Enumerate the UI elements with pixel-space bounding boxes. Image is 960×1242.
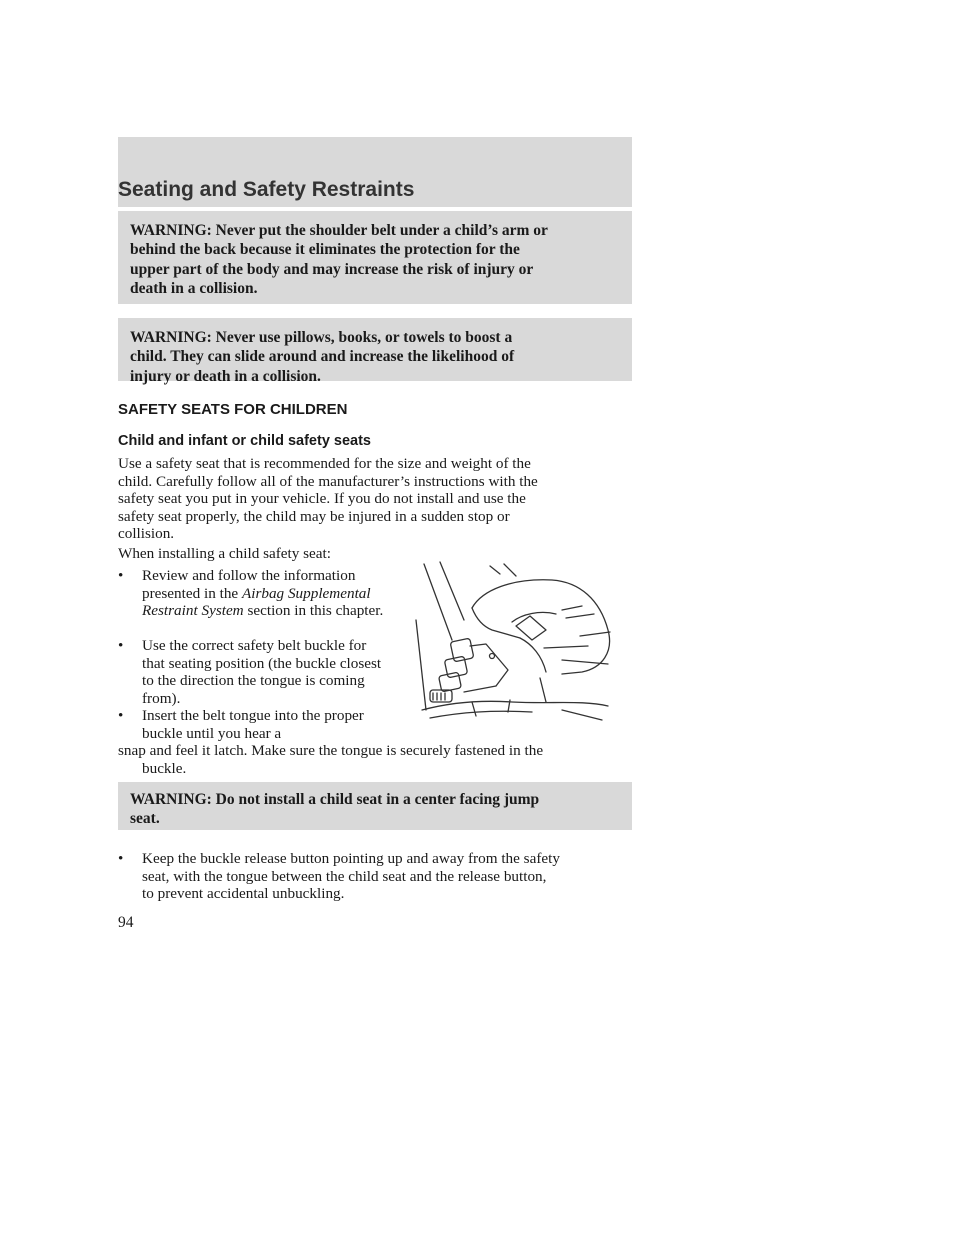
intro-line: child. Carefully follow all of the manufacturer’s instructions with the (118, 472, 538, 490)
bullet-text: seat, with the tongue between the child seat and the release button, (142, 867, 547, 885)
intro-line: collision. (118, 525, 175, 542)
bullet-text: buckle. (142, 759, 187, 777)
warning-box-boost (118, 318, 632, 385)
warning-line: WARNING: Never use pillows, books, or towels to boost a (130, 329, 513, 346)
bullet-text: to prevent accidental unbuckling. (142, 885, 345, 902)
subheading: Child and infant or child safety seats (118, 433, 371, 449)
bullet-dot: • (118, 567, 124, 584)
intro-line: safety seat properly, the child may be injured in a sudden stop or (118, 507, 510, 525)
warning-line: behind the back because it eliminates the protection for the (130, 241, 520, 259)
intro-paragraph (118, 455, 638, 543)
warning-line: child. They can slide around and increase the likelihood of (130, 348, 515, 366)
page-title: Seating and Safety Restraints (118, 178, 415, 201)
warning-line: WARNING: Never put the shoulder belt under a child’s arm or (130, 222, 548, 239)
bullet-text: Review and follow the information presented in the (142, 567, 356, 602)
page-number: 94 (118, 914, 134, 931)
bullet-correct-buckle (118, 637, 388, 707)
warning-line: injury or death in a collision. (130, 367, 321, 385)
bullet-text: section in this chapter. (243, 602, 384, 619)
buckle-illustration (412, 560, 636, 728)
bullet-text: snap and feel it latch. Make sure the tongue is securely fastened in the (118, 742, 544, 759)
intro-line: Use a safety seat that is recommended for the size and weight of the (118, 455, 531, 472)
warning-line: seat. (130, 810, 160, 828)
warning-box-shoulder-belt (118, 211, 632, 304)
warning-line: WARNING: Do not install a child seat in a center facing jump (130, 791, 540, 808)
section-heading: SAFETY SEATS FOR CHILDREN (118, 401, 348, 418)
installing-intro: When installing a child safety seat: (118, 545, 331, 562)
bullet-release-button (118, 850, 648, 903)
bullet-text: Use the correct safety belt buckle for that seating position (the buckle closest to the direction the tongue is coming from). (142, 637, 382, 707)
bullet-dot: • (118, 707, 124, 724)
bullet-text: Keep the buckle release button pointing up and away from the safety (142, 850, 560, 867)
bullet-review (118, 567, 388, 620)
bullet-italic: Airbag Supplemental Restraint System (142, 584, 371, 619)
warning-line: death in a collision. (130, 280, 258, 298)
intro-line: safety seat you put in your vehicle. If you do not install and use the (118, 490, 526, 507)
bullet-dot: • (118, 850, 124, 867)
warning-line: upper part of the body and may increase the risk of injury or (130, 260, 534, 278)
bullet-text: Insert the belt tongue into the proper buckle until you hear a (142, 707, 364, 742)
warning-box-jump-seat (118, 782, 632, 830)
bullet-dot: • (118, 637, 124, 654)
